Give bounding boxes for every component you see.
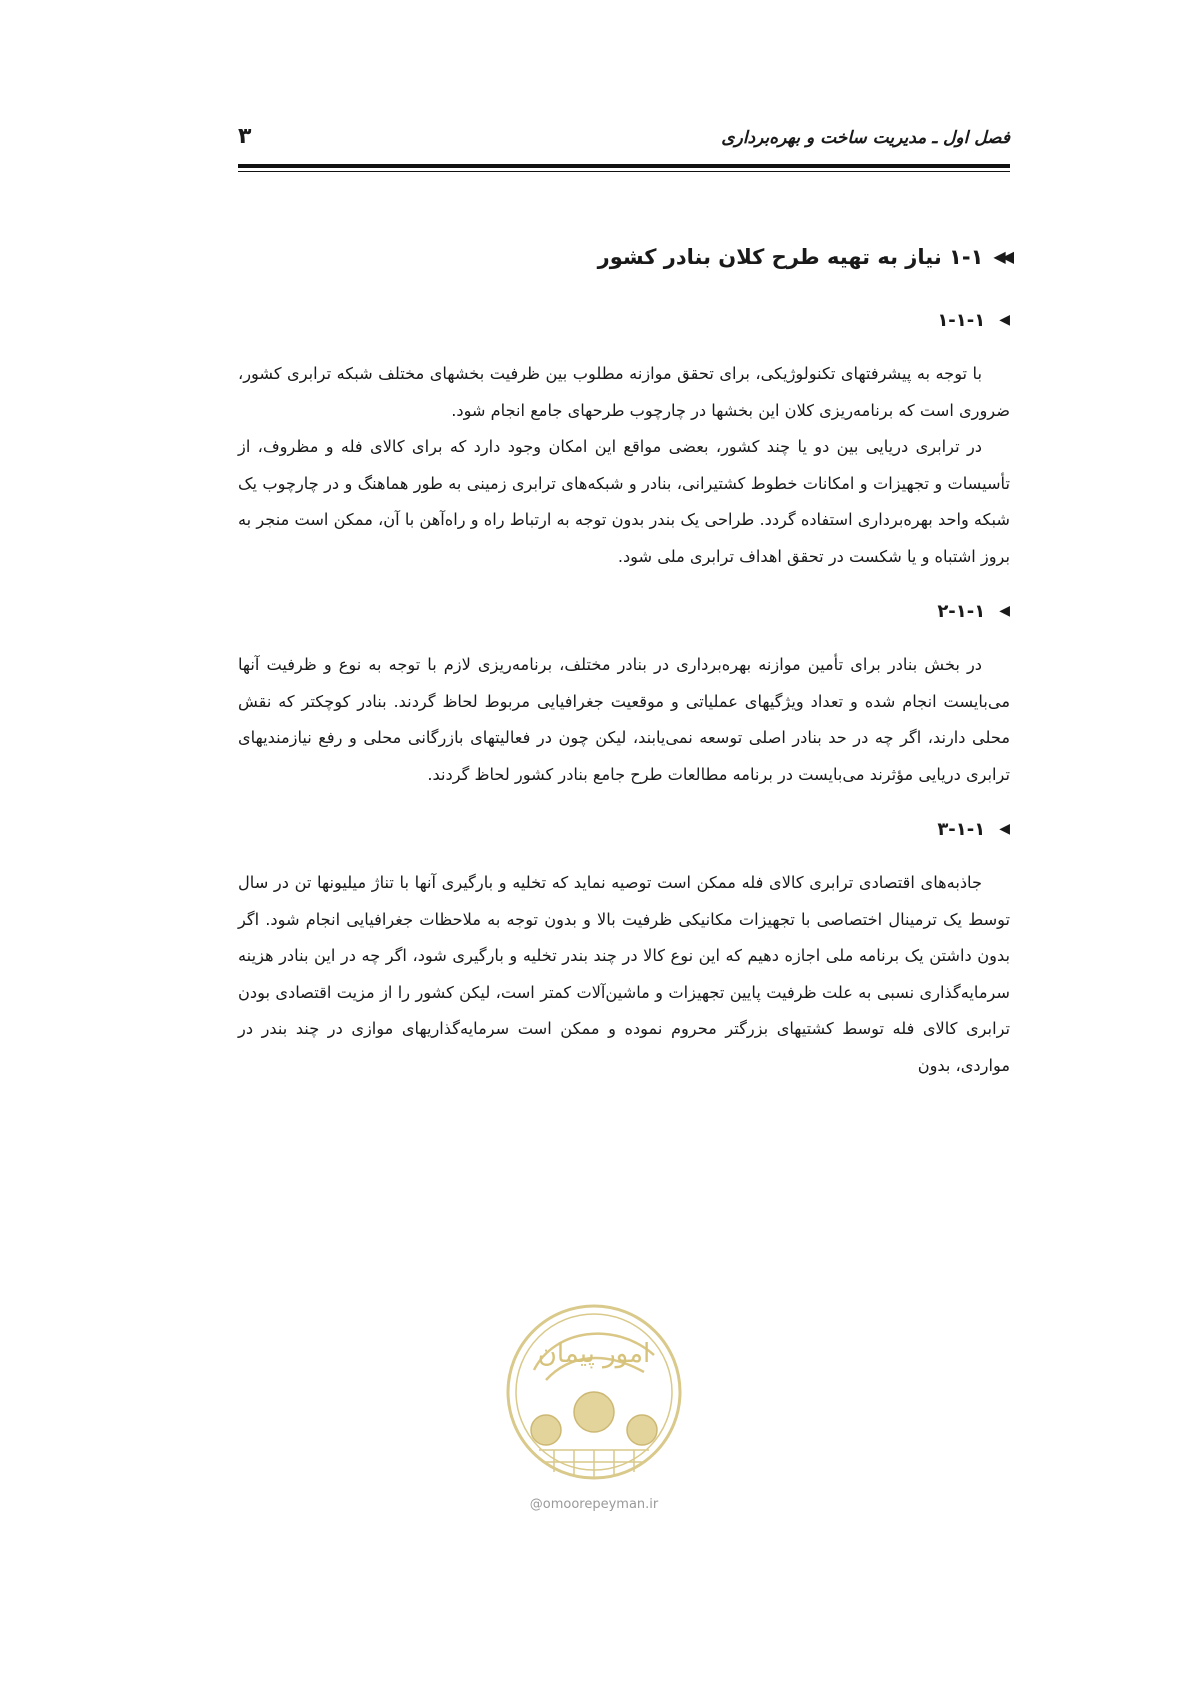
paragraph — [238, 865, 1010, 1084]
paragraph-text: در بخش بنادر برای تأمین موازنه بهره‌برداری در بنادر مختلف، برنامه‌ریزی لازم با توجه به نوع و ظرفیت آنها می‌بایست انجام شده و تعداد ویژگیهای عملیاتی و موقعیت جغرافیایی مربوط لحاظ گردند. بنادر کوچکتر که نقش محلی دارند، اگر چه در حد بنادر اصلی توسعه نمی‌یابند، لیکن چون در فعالیتهای بازرگانی محلی و رفع نیازمندیهای ترابری دریایی مؤثرند می‌بایست در برنامه مطالعات طرح جامع بنادر کشور لحاظ گردند. — [238, 655, 1010, 784]
paragraph — [238, 429, 1010, 575]
paragraph — [238, 647, 1010, 793]
subsection-3 — [238, 815, 1010, 1084]
watermark-url: @omoorepeyman.ir — [529, 1497, 659, 1512]
watermark-logo-icon — [494, 1300, 694, 1490]
arrow-icon: ◀ — [999, 603, 1010, 619]
subsection-number: ۲-۱-۱ — [937, 600, 986, 622]
running-header-title: فصل اول ـ مدیریت ساخت و بهره‌برداری — [721, 128, 1010, 148]
subsection-heading — [238, 306, 1010, 334]
paragraph-text: جاذبه‌های اقتصادی ترابری کالای فله ممکن است توصیه نماید که تخلیه و بارگیری آنها با تناژ میلیونها تن در سال توسط یک ترمینال اختصاصی با تجهیزات مکانیکی ظرفیت بالا و بدون توجه به ملاحظات جغرافیایی انجام شود. اگر بدون داشتن یک برنامه ملی اجازه دهیم که این نوع کالا در چند بندر تخلیه و بارگیری شود، اگر چه در این بنادر هزینه سرمایه‌گذاری نسبی به علت ظرفیت پایین تجهیزات و ماشین‌آلات کمتر است، لیکن کشور را از مزیت اقتصادی بودن ترابری کالای فله توسط کشتیهای بزرگتر محروم نموده و ممکن است سرمایه‌گذاریهای موازی در چند بندر در مواردی، بدون — [238, 873, 1010, 1075]
subsection-2 — [238, 597, 1010, 793]
subsection-heading — [238, 815, 1010, 843]
section-title: ۱-۱ نیاز به تهیه طرح کلان بنادر کشور — [597, 245, 984, 269]
arrow-icon: ◀ — [999, 821, 1010, 837]
subsection-number: ۱-۱-۱ — [937, 309, 986, 331]
subsection-number: ۳-۱-۱ — [937, 818, 986, 840]
header-rule-thick — [238, 164, 1010, 168]
section-heading — [238, 242, 1010, 272]
subsection-1 — [238, 306, 1010, 575]
page-header — [238, 124, 1010, 154]
header-rule-thin — [238, 171, 1010, 172]
paragraph-text: در ترابری دریایی بین دو یا چند کشور، بعضی مواقع این امکان وجود دارد که برای کالای فله و مظروف، از تأسیسات و تجهیزات و امکانات خطوط کشتیرانی، بنادر و شبکه‌های ترابری زمینی به طور هماهنگ و در چارچوب یک شبکه واحد بهره‌برداری استفاده گردد. طراحی یک بندر بدون توجه به ارتباط راه و راه‌آهن با آن، ممکن است منجر به بروز اشتباه و یا شکست در تحقق اهداف ترابری ملی شود. — [238, 437, 1010, 566]
subsection-heading — [238, 597, 1010, 625]
paragraph-text: با توجه به پیشرفتهای تکنولوژیکی، برای تحقق موازنه مطلوب بین ظرفیت بخشهای مختلف شبکه ترابری کشور، ضروری است که برنامه‌ریزی کلان این بخشها در چارچوب طرحهای جامع انجام شود. — [238, 364, 1010, 420]
page-content — [238, 242, 1010, 1106]
page-number: ۳ — [238, 124, 252, 149]
double-arrow-icon: ◀◀ — [993, 247, 1010, 266]
arrow-icon: ◀ — [999, 312, 1010, 328]
watermark-logo-text: امور پیمان — [537, 1339, 651, 1369]
paragraph — [238, 356, 1010, 429]
